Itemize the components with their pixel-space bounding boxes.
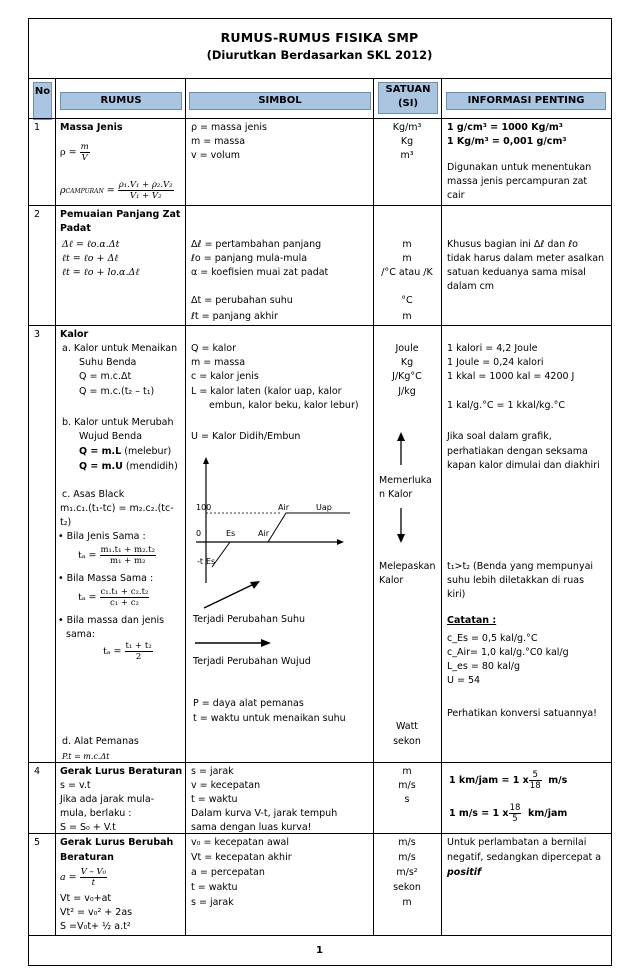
row4-symbol: Dalam kurva V-t, jarak tempuh	[191, 808, 338, 819]
row3-line: Suhu Benda	[79, 357, 137, 368]
row3-info: 1 kal/g.°C = 1 kkal/kg.°C	[447, 400, 565, 411]
row5-unit: m/s	[398, 837, 416, 848]
row3-frac: tₐ = $\frac{\text{t₁ + t₂}}{2}$	[103, 641, 152, 662]
down-arrow-icon	[396, 508, 406, 544]
row3-symbol: embun, kalor beku, kalor lebur)	[209, 400, 359, 411]
row3-unit: n Kalor	[379, 489, 413, 500]
row4-unit: m/s	[398, 780, 416, 791]
row2-unit: /°C atau /K	[381, 267, 433, 278]
row5-line: S =V₀t+ ½ a.t²	[60, 921, 131, 932]
graph-label-negative: -t	[197, 557, 204, 566]
row3-info: t₁>t₂ (Benda yang mempunyai	[447, 561, 594, 572]
header-satuan: SATUAN (SI)	[378, 82, 438, 114]
row3-symbol: Terjadi Perubahan Wujud	[193, 656, 311, 667]
row-number: 4	[34, 766, 41, 777]
row3-unit: J/kg	[398, 386, 416, 397]
row2-symbol: ℓt = panjang akhir	[191, 311, 278, 322]
row3-line: b. Kalor untuk Merubah	[62, 417, 174, 428]
row2-info: satuan keduanya sama misal	[447, 267, 586, 278]
row1-symbol: m = massa	[191, 136, 246, 147]
row5-title: Gerak Lurus Berubah	[60, 837, 174, 848]
row3-frac: tₐ = $\frac{\text{c₁.t₁ + c₂.t₂}}{\text{c₁ + c₂}}$	[78, 587, 149, 608]
row2-formula: ℓt = ℓo + Δℓ	[62, 253, 119, 264]
right-arrow-icon	[193, 638, 273, 648]
row4-unit: m	[402, 766, 412, 777]
row3-info: L_es = 80 kal/g	[447, 661, 520, 672]
row3-line: m₁.c₁.(t₁-tc) = m₂.c₂.(tc-	[60, 503, 174, 514]
row5-formula: a = $\frac{\text{V – V₀}}{t}$	[60, 867, 107, 888]
row-number: 5	[34, 837, 41, 848]
row3-unit: Kg	[400, 357, 414, 368]
row4-line: Jika ada jarak mula-	[60, 794, 155, 805]
row3-unit: Watt	[395, 721, 419, 732]
row3-line: Q = m.c.(t₂ – t₁)	[79, 386, 155, 397]
row3-frac: tₐ = $\frac{\text{m₁.t₁ + m₂.t₂}}{\text{m₁ + m₂}}$	[78, 545, 156, 566]
row3-title: Kalor	[60, 329, 89, 340]
row2-formula: ℓt = ℓo + lo.α.Δℓ	[62, 267, 140, 278]
row3-symbol: L = kalor laten (kalor uap, kalor	[191, 386, 342, 397]
row1-info: massa jenis percampuran zat	[447, 176, 588, 187]
row3-unit: Kalor	[379, 575, 404, 586]
row2-info: tidak harus dalam meter asalkan	[447, 253, 605, 264]
row3-catatan: Catatan :	[447, 615, 497, 626]
header-rumus: RUMUS	[60, 92, 182, 110]
row4-symbol: sama dengan luas kurva!	[191, 822, 312, 833]
row1-title: Massa Jenis	[60, 122, 123, 133]
row3-info: perhatiakan dengan seksama	[447, 446, 588, 457]
row1-symbol: ρ = massa jenis	[191, 122, 267, 133]
row5-line: Vt² = v₀² + 2as	[60, 907, 133, 918]
row3-unit: J/Kg°C	[392, 371, 422, 382]
row2-info: dalam cm	[447, 281, 495, 292]
row3-line: sama:	[66, 629, 96, 640]
row5-unit: m	[402, 897, 412, 908]
document-subtitle: (Diurutkan Berdasarkan SKL 2012)	[206, 48, 433, 62]
row1-unit: Kg/m³	[392, 122, 422, 133]
row2-unit: °C	[401, 295, 413, 306]
graph-label-100: 100	[196, 503, 212, 512]
row3-info: 1 kalori = 4,2 Joule	[447, 343, 538, 354]
row4-line: mula, berlaku :	[60, 808, 132, 819]
graph-label-uap: Uap	[316, 503, 332, 512]
row2-symbol: ℓo = panjang mula-mula	[191, 253, 308, 264]
row5-info: positif	[447, 867, 482, 878]
row1-info: 1 g/cm³ = 1000 Kg/m³	[447, 122, 563, 133]
row3-line: a. Kalor untuk Menaikan	[62, 343, 178, 354]
row3-line: t₂)	[60, 517, 72, 528]
row4-symbol: v = kecepatan	[191, 780, 261, 791]
row-number: 2	[34, 209, 41, 220]
row2-unit: m	[402, 253, 412, 264]
row3-info: c_Air= 1,0 kal/g.°C0 kal/g	[447, 647, 569, 658]
header-informasi: INFORMASI PENTING	[446, 92, 606, 110]
row3-info: 1 Joule = 0,24 kalori	[447, 357, 544, 368]
row3-symbol: U = Kalor Didih/Embun	[191, 431, 301, 442]
row1-info: 1 Kg/m³ = 0,001 g/cm³	[447, 136, 567, 147]
row3-line: Q = m.U (mendidih)	[79, 461, 178, 472]
row5-symbol: v₀ = kecepatan awal	[191, 837, 289, 848]
row3-info: U = 54	[447, 675, 481, 686]
row2-symbol: Δt = perubahan suhu	[191, 295, 293, 306]
row1-unit: Kg	[400, 136, 414, 147]
graph-label-air: Air	[278, 503, 289, 512]
row3-unit: Joule	[395, 343, 419, 354]
row3-info: kiri)	[447, 589, 466, 600]
graph-label-es: Es	[206, 557, 216, 566]
row3-unit: Melepaskan	[379, 561, 436, 572]
row3-symbol: Q = kalor	[191, 343, 236, 354]
header-simbol: SIMBOL	[189, 92, 371, 110]
document-title: RUMUS-RUMUS FISIKA SMP	[220, 30, 419, 45]
row3-line: • Bila Massa Sama :	[58, 573, 154, 584]
row4-info: 1 m/s = 1 x $\frac{18}{5}$ km/jam	[449, 803, 568, 824]
row3-unit: sekon	[393, 736, 421, 747]
row3-line: Q = m.L (melebur)	[79, 446, 172, 457]
graph-label-air: Air	[258, 529, 269, 538]
row1-formula: ρ = $\frac{m}{V}$	[60, 142, 89, 163]
row3-symbol: Terjadi Perubahan Suhu	[193, 614, 306, 625]
row4-line: s = v.t	[60, 780, 91, 791]
row3-symbol: t = waktu untuk menaikan suhu	[193, 713, 346, 724]
row2-title: Padat	[60, 223, 91, 234]
row3-info: 1 kkal = 1000 kal = 4200 J	[447, 371, 575, 382]
row5-unit: sekon	[393, 882, 421, 893]
row3-line: • Bila Jenis Sama :	[58, 531, 146, 542]
row3-line: d. Alat Pemanas	[62, 736, 139, 747]
row-number: 1	[34, 122, 41, 133]
heating-graph	[190, 455, 370, 585]
row3-symbol: m = massa	[191, 357, 246, 368]
row5-title: Beraturan	[60, 852, 114, 863]
row3-info: c_Es = 0,5 kal/g.°C	[447, 633, 538, 644]
row3-info: suhu lebih diletakkan di ruas	[447, 575, 585, 586]
row3-line: P.t = m.c.Δt	[62, 752, 110, 761]
row5-info: Untuk perlambatan a bernilai	[447, 837, 587, 848]
row2-formula: Δℓ = ℓo.α.Δt	[62, 239, 120, 250]
row1-symbol: v = volum	[191, 150, 240, 161]
row5-line: Vt = v₀+at	[60, 893, 112, 904]
row5-symbol: s = jarak	[191, 897, 234, 908]
row3-info: Perhatikan konversi satuannya!	[447, 708, 597, 719]
row4-info: 1 km/jam = 1 x $\frac{5}{18}$ m/s	[449, 770, 568, 791]
row2-info: Khusus bagian ini Δℓ dan ℓo	[447, 239, 578, 250]
row-number: 3	[34, 329, 41, 340]
row4-symbol: t = waktu	[191, 794, 238, 805]
row1-info: Digunakan untuk menentukan	[447, 162, 592, 173]
row3-symbol: c = kalor jenis	[191, 371, 259, 382]
row3-line: Q = m.c.Δt	[79, 371, 132, 382]
row3-line: Wujud Benda	[79, 431, 143, 442]
row2-symbol: α = koefisien muai zat padat	[191, 267, 329, 278]
row2-title: Pemuaian Panjang Zat	[60, 209, 181, 220]
row1-mix-formula: ρCAMPURAN = $\frac{\text{ρ₁.V₁ + ρ₂.V₂}}{\text{V₁ + V₂}}$	[60, 180, 173, 201]
row4-unit: s	[404, 794, 410, 805]
up-arrow-icon	[396, 432, 406, 466]
row2-unit: m	[402, 311, 412, 322]
row2-unit: m	[402, 239, 412, 250]
row5-symbol: Vt = kecepatan akhir	[191, 852, 292, 863]
row5-unit: m/s	[398, 852, 416, 863]
row4-line: S = S₀ + V.t	[60, 822, 116, 833]
row4-title: Gerak Lurus Beraturan	[60, 766, 183, 777]
row3-symbol: P = daya alat pemanas	[193, 698, 304, 709]
header-no: No	[33, 82, 52, 120]
page-number: 1	[316, 945, 323, 956]
graph-label-es: Es	[226, 529, 236, 538]
row1-unit: m³	[400, 150, 414, 161]
row3-line: c. Asas Black	[62, 489, 125, 500]
row2-symbol: Δℓ = pertambahan panjang	[191, 239, 322, 250]
row5-symbol: t = waktu	[191, 882, 238, 893]
graph-label-0: 0	[196, 529, 202, 538]
row1-info: cair	[447, 190, 465, 201]
row4-symbol: s = jarak	[191, 766, 234, 777]
row5-info: negatif, sedangkan dipercepat a	[447, 852, 602, 863]
row3-info: Jika soal dalam grafik,	[447, 431, 552, 442]
row3-unit: Memerluka	[379, 475, 432, 486]
row5-unit: m/s²	[396, 867, 418, 878]
row3-info: kapan kalor dimulai dan diakhiri	[447, 460, 600, 471]
diagonal-arrow-icon	[202, 580, 262, 610]
row5-symbol: a = percepatan	[191, 867, 265, 878]
row3-line: • Bila massa dan jenis	[58, 615, 165, 626]
